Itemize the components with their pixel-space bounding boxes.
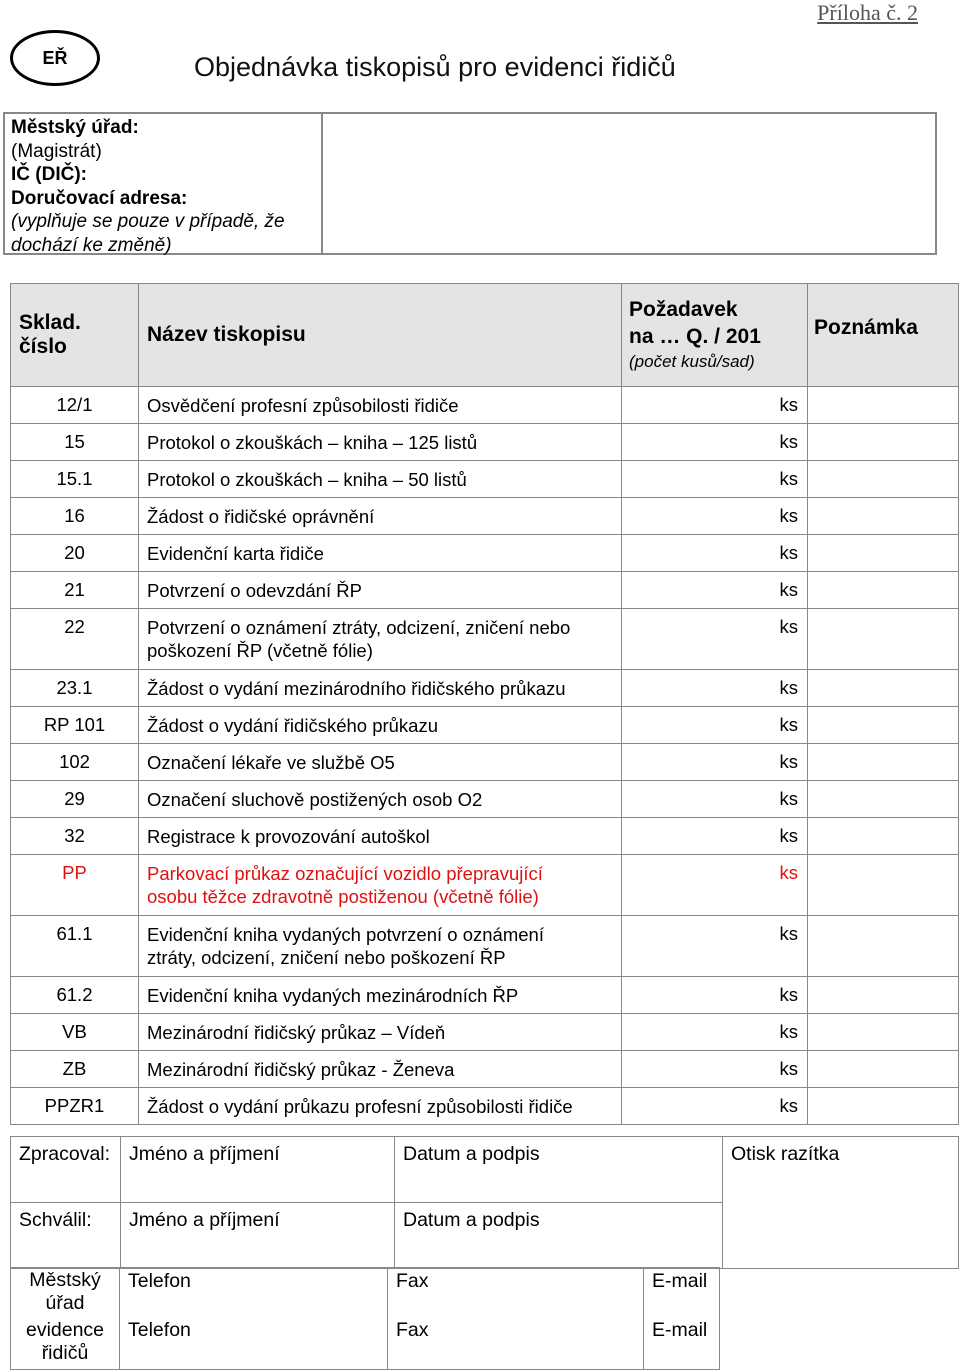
table-row — [11, 572, 959, 609]
table-row — [11, 670, 959, 707]
header-qty: Požadavek na … Q. / 201 (počet kusů/sad) — [622, 284, 808, 387]
item-name-line: Označení sluchově postižených osob O2 — [147, 789, 483, 810]
item-code: 15 — [11, 424, 139, 461]
address-note-1: (vyplňuje se pouze v případě, že — [11, 211, 285, 232]
registry-phone-value[interactable] — [200, 1317, 388, 1370]
address-label: Doručovací adresa: — [11, 187, 188, 209]
item-name-line: Potvrzení o oznámení ztráty, odcizení, zničení nebo — [147, 617, 571, 638]
item-note[interactable] — [808, 387, 959, 424]
item-quantity[interactable]: ks — [622, 1014, 808, 1051]
item-note[interactable] — [808, 1088, 959, 1125]
item-code: 102 — [11, 744, 139, 781]
contact-registry-label: evidence řidičů — [11, 1317, 120, 1370]
approved-name[interactable]: Jméno a příjmení — [121, 1203, 395, 1269]
sender-box — [3, 112, 937, 255]
item-note[interactable] — [808, 818, 959, 855]
item-quantity[interactable]: ks — [622, 1051, 808, 1088]
logo-text: EŘ — [42, 47, 68, 68]
header-name: Název tiskopisu — [139, 284, 622, 387]
table-row — [11, 424, 959, 461]
processed-label: Zpracoval: — [11, 1137, 121, 1203]
item-code: PPZR1 — [11, 1088, 139, 1125]
item-code: 22 — [11, 609, 139, 670]
processed-row — [11, 1137, 959, 1203]
er-logo — [10, 30, 100, 86]
table-row — [11, 977, 959, 1014]
item-quantity[interactable]: ks — [622, 387, 808, 424]
contact-row-office — [11, 1268, 720, 1318]
approved-label: Schválil: — [11, 1203, 121, 1269]
header-code: Sklad. číslo — [11, 284, 139, 387]
item-name-line: ztráty, odcizení, zničení nebo poškození ŘP — [147, 947, 506, 968]
item-code: 29 — [11, 781, 139, 818]
office-email[interactable]: E-mail — [644, 1268, 720, 1318]
office-label: Městský úřad: — [11, 117, 139, 138]
item-name — [139, 1088, 622, 1125]
item-quantity[interactable]: ks — [622, 572, 808, 609]
item-name — [139, 387, 622, 424]
item-name-line: Žádost o vydání řidičského průkazu — [147, 715, 439, 736]
table-row — [11, 1088, 959, 1125]
item-name-line: Parkovací průkaz označující vozidlo přepravující — [147, 863, 543, 884]
item-quantity[interactable]: ks — [622, 498, 808, 535]
item-quantity[interactable]: ks — [622, 707, 808, 744]
item-note[interactable] — [808, 461, 959, 498]
item-quantity[interactable]: ks — [622, 977, 808, 1014]
contact-table — [10, 1267, 720, 1370]
contact-office-label: Městský úřad — [11, 1268, 120, 1318]
table-row — [11, 818, 959, 855]
item-name-line: Evidenční kniha vydaných mezinárodních ŘP — [147, 985, 519, 1006]
item-note[interactable] — [808, 535, 959, 572]
table-row — [11, 855, 959, 916]
table-row — [11, 1051, 959, 1088]
item-note[interactable] — [808, 572, 959, 609]
table-row — [11, 609, 959, 670]
item-name — [139, 855, 622, 916]
table-row — [11, 744, 959, 781]
item-code: 61.1 — [11, 916, 139, 977]
item-note[interactable] — [808, 977, 959, 1014]
item-name — [139, 1051, 622, 1088]
order-table — [10, 283, 959, 1125]
item-name — [139, 744, 622, 781]
item-name-line: Žádost o vydání průkazu profesní způsobilosti řidiče — [147, 1096, 573, 1117]
sender-labels — [5, 114, 323, 256]
item-name — [139, 670, 622, 707]
item-name — [139, 707, 622, 744]
office-sub: (Magistrát) — [11, 140, 102, 162]
item-code: 32 — [11, 818, 139, 855]
item-name-line: Potvrzení o odevzdání ŘP — [147, 580, 362, 601]
registry-email[interactable]: E-mail — [644, 1317, 720, 1370]
item-code: 21 — [11, 572, 139, 609]
item-name-line: Žádost o řidičské oprávnění — [147, 506, 375, 527]
item-code: 16 — [11, 498, 139, 535]
item-note[interactable] — [808, 609, 959, 670]
address-note-2: dochází ke změně) — [11, 234, 172, 256]
item-name-line: Mezinárodní řidičský průkaz - Ženeva — [147, 1059, 455, 1080]
table-row — [11, 1014, 959, 1051]
processed-date[interactable]: Datum a podpis — [395, 1137, 723, 1203]
item-code: 12/1 — [11, 387, 139, 424]
attachment-label: Příloha č. 2 — [817, 0, 918, 25]
item-note[interactable] — [808, 498, 959, 535]
item-note[interactable] — [808, 424, 959, 461]
item-note[interactable] — [808, 1014, 959, 1051]
signature-table — [10, 1136, 959, 1269]
item-quantity[interactable]: ks — [622, 609, 808, 670]
item-name — [139, 916, 622, 977]
item-name — [139, 535, 622, 572]
item-quantity[interactable]: ks — [622, 670, 808, 707]
item-quantity[interactable]: ks — [622, 424, 808, 461]
item-quantity[interactable]: ks — [622, 1088, 808, 1125]
processed-name[interactable]: Jméno a příjmení — [121, 1137, 395, 1203]
page-title: Objednávka tiskopisů pro evidenci řidičů — [194, 52, 676, 82]
item-name — [139, 1014, 622, 1051]
item-note[interactable] — [808, 1051, 959, 1088]
item-code: VB — [11, 1014, 139, 1051]
item-note[interactable] — [808, 781, 959, 818]
item-quantity[interactable]: ks — [622, 818, 808, 855]
table-row — [11, 707, 959, 744]
item-quantity[interactable]: ks — [622, 855, 808, 916]
item-name — [139, 781, 622, 818]
table-row — [11, 535, 959, 572]
item-name-line: Evidenční karta řidiče — [147, 543, 324, 564]
item-quantity[interactable]: ks — [622, 781, 808, 818]
item-code: 15.1 — [11, 461, 139, 498]
item-name — [139, 818, 622, 855]
item-name — [139, 424, 622, 461]
registry-fax[interactable]: Fax — [388, 1317, 644, 1370]
table-row — [11, 781, 959, 818]
item-name-line: Protokol o zkouškách – kniha – 50 listů — [147, 469, 467, 490]
item-code: PP — [11, 855, 139, 916]
item-name-line: Žádost o vydání mezinárodního řidičského průkazu — [147, 678, 566, 699]
registry-phone-label: Telefon — [120, 1317, 201, 1370]
item-name — [139, 572, 622, 609]
item-name-line: Označení lékaře ve službě O5 — [147, 752, 395, 773]
contact-row-registry — [11, 1317, 720, 1370]
office-phone-value[interactable] — [200, 1268, 388, 1318]
office-fax[interactable]: Fax — [388, 1268, 644, 1318]
item-quantity[interactable]: ks — [622, 744, 808, 781]
table-row — [11, 387, 959, 424]
item-name — [139, 609, 622, 670]
item-quantity[interactable]: ks — [622, 535, 808, 572]
item-name-line: Evidenční kniha vydaných potvrzení o oznámení — [147, 924, 544, 945]
item-quantity[interactable]: ks — [622, 461, 808, 498]
table-header-row — [11, 284, 959, 387]
item-note[interactable] — [808, 916, 959, 977]
item-name-line: Protokol o zkouškách – kniha – 125 listů — [147, 432, 478, 453]
header-note: Poznámka — [808, 284, 959, 387]
item-code: 61.2 — [11, 977, 139, 1014]
item-code: 20 — [11, 535, 139, 572]
item-quantity[interactable]: ks — [622, 916, 808, 977]
sender-input-area[interactable] — [323, 114, 935, 253]
item-name — [139, 977, 622, 1014]
approved-date[interactable]: Datum a podpis — [395, 1203, 723, 1269]
ic-label: IČ (DIČ): — [11, 164, 87, 185]
item-code: RP 101 — [11, 707, 139, 744]
office-phone-label: Telefon — [120, 1268, 201, 1318]
item-note[interactable] — [808, 744, 959, 781]
table-row — [11, 498, 959, 535]
table-row — [11, 916, 959, 977]
item-note[interactable] — [808, 670, 959, 707]
item-note[interactable] — [808, 707, 959, 744]
item-name-line: Osvědčení profesní způsobilosti řidiče — [147, 395, 459, 416]
item-name — [139, 461, 622, 498]
item-name — [139, 498, 622, 535]
item-name-line: poškození ŘP (včetně fólie) — [147, 640, 373, 661]
item-name-line: osobu těžce zdravotně postiženou (včetně fólie) — [147, 886, 539, 907]
item-note[interactable] — [808, 855, 959, 916]
item-name-line: Registrace k provozování autoškol — [147, 826, 430, 847]
table-row — [11, 461, 959, 498]
item-name-line: Mezinárodní řidičský průkaz – Vídeň — [147, 1022, 446, 1043]
item-code: 23.1 — [11, 670, 139, 707]
stamp-cell[interactable]: Otisk razítka — [723, 1137, 959, 1269]
item-code: ZB — [11, 1051, 139, 1088]
